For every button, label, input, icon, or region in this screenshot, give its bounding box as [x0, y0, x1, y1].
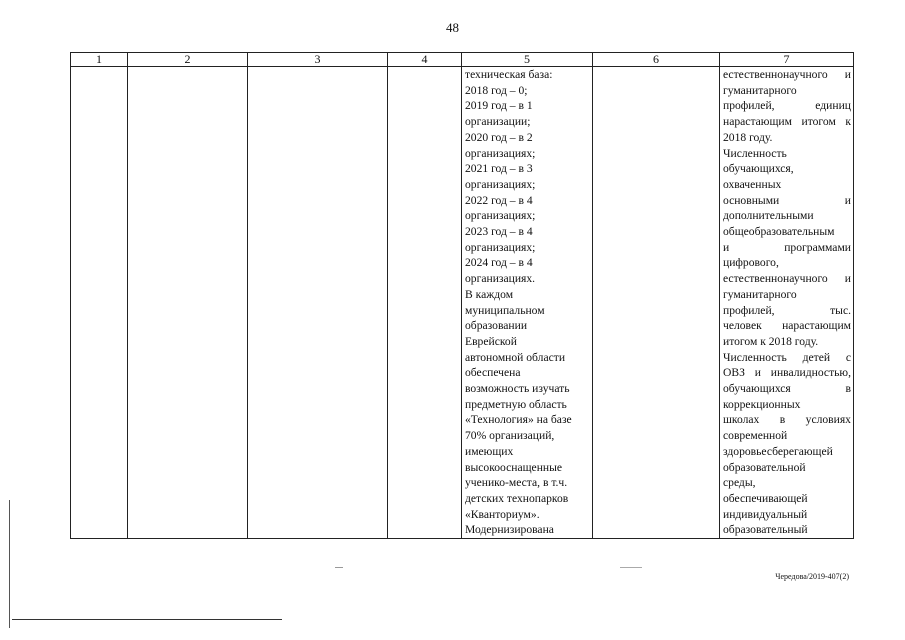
text-line: «Технология» на базе: [465, 413, 572, 427]
text-line: обеспечивающей: [723, 491, 808, 505]
cell-col-3: [248, 67, 388, 539]
text-line: общеобразовательным: [723, 225, 835, 239]
text-line: гуманитарного: [723, 83, 797, 97]
text-line: 2023 год – в 4: [465, 225, 533, 239]
text-line: обучающихся в: [723, 382, 851, 396]
col5-text: [462, 67, 592, 538]
text-line: профилей, тыс.: [723, 303, 851, 317]
text-line: и программами: [723, 240, 851, 254]
document-table: [70, 52, 854, 539]
text-line: В каждом: [465, 287, 514, 301]
column-header-4: 4: [388, 53, 462, 67]
column-header-2: 2: [128, 53, 248, 67]
text-line: техническая база:: [465, 68, 553, 81]
cell-col-5: [462, 67, 593, 539]
scan-artifact-line: [620, 567, 642, 568]
text-line: естественнонаучного и: [723, 272, 851, 286]
text-line: 2019 год – в 1: [465, 99, 533, 113]
page-number: 48: [446, 20, 459, 35]
text-line: охваченных: [723, 177, 782, 191]
text-line: образовательной: [723, 460, 806, 474]
text-line: 2018 год – 0;: [465, 83, 528, 97]
footer-document-code: Чередова/2019-407(2): [775, 572, 849, 581]
text-line: организациях;: [465, 146, 536, 160]
column-header-3: 3: [248, 53, 388, 67]
header-row: [71, 53, 854, 67]
text-line: 2022 год – в 4: [465, 193, 533, 207]
cell-col-4: [388, 67, 462, 539]
text-line: естественнонаучного и: [723, 68, 851, 81]
text-line: имеющих: [465, 444, 514, 458]
text-line: 2021 год – в 3: [465, 162, 533, 176]
column-header-1: 1: [71, 53, 128, 67]
text-line: Численность: [723, 146, 787, 160]
text-line: профилей, единиц: [723, 99, 851, 113]
table-row: [71, 67, 854, 539]
text-line: автономной области: [465, 350, 566, 364]
text-line: 70% организаций,: [465, 429, 555, 443]
cell-col-6: [593, 67, 720, 539]
text-line: высокооснащенные: [465, 460, 563, 474]
text-line: образовании: [465, 319, 528, 333]
text-line: гуманитарного: [723, 287, 797, 301]
column-header-5: 5: [462, 53, 593, 67]
text-line: детских технопарков: [465, 491, 569, 505]
text-line: человек нарастающим: [723, 319, 851, 333]
text-line: индивидуальный: [723, 507, 808, 521]
text-line: образовательный: [723, 523, 808, 537]
text-line: основными и: [723, 193, 851, 207]
text-line: организациях;: [465, 177, 536, 191]
text-line: муниципальном: [465, 303, 545, 317]
cell-col-1: [71, 67, 128, 539]
cell-col-2: [128, 67, 248, 539]
scan-artifact-line: [9, 500, 10, 628]
text-line: нарастающим итогом к: [723, 115, 851, 129]
column-header-7: 7: [720, 53, 854, 67]
col7-text: [720, 67, 853, 538]
text-line: 2020 год – в 2: [465, 130, 533, 144]
text-line: 2024 год – в 4: [465, 256, 533, 270]
text-line: предметную область: [465, 397, 567, 411]
text-line: цифрового,: [723, 256, 779, 270]
text-line: дополнительными: [723, 209, 814, 223]
text-line: итогом к 2018 году.: [723, 334, 819, 348]
text-line: обучающихся,: [723, 162, 794, 176]
text-line: 2018 году.: [723, 130, 773, 144]
column-header-6: 6: [593, 53, 720, 67]
text-line: Еврейской: [465, 334, 517, 348]
text-line: организациях;: [465, 209, 536, 223]
text-line: организациях.: [465, 272, 536, 286]
text-line: «Кванториум».: [465, 507, 540, 521]
text-line: среды,: [723, 476, 756, 490]
text-line: ученико-места, в т.ч.: [465, 476, 568, 490]
text-line: обеспечена: [465, 366, 521, 380]
text-line: коррекционных: [723, 397, 801, 411]
text-line: здоровьесберегающей: [723, 444, 833, 458]
scan-artifact-line: [12, 619, 282, 620]
text-line: организации;: [465, 115, 531, 129]
scan-artifact-line: [335, 567, 343, 568]
cell-col-7: [720, 67, 854, 539]
text-line: ОВЗ и инвалидностью,: [723, 366, 851, 380]
text-line: Модернизирована: [465, 523, 554, 537]
text-line: возможность изучать: [465, 382, 570, 396]
text-line: Численность детей с: [723, 350, 851, 364]
text-line: современной: [723, 429, 788, 443]
text-line: школах в условиях: [723, 413, 851, 427]
text-line: организациях;: [465, 240, 536, 254]
